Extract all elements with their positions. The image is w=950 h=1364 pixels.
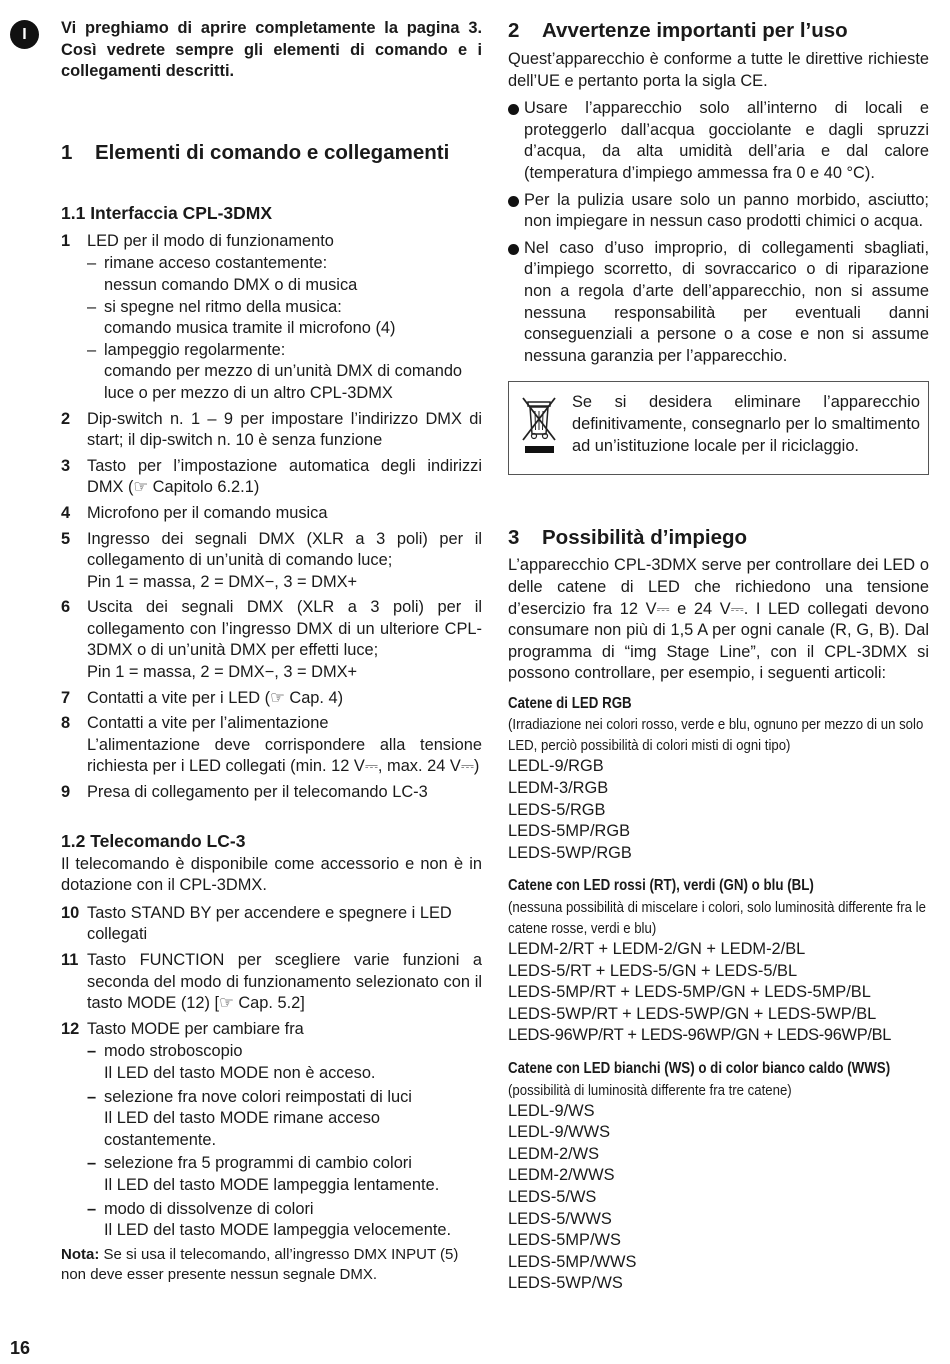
note-label: Nota: (61, 1245, 100, 1263)
list-item: LEDS-5MP/WS (508, 1231, 621, 1250)
item-text (87, 597, 482, 683)
bullet-marker (508, 190, 524, 233)
applications-intro: L’apparecchio CPL-3DMX serve per controllare dei LED o delle catene di LED che richiedono una tensione d’esercizio fra 12 V⎓ e 24 V⎓. I LED collegati devono consumare non più di 1,5 A per ogni canale (R, G, B). Dal programma di “img Stage Line”, con il CPL-3DMX si possono controllare, per esempio, i seguenti articoli: (508, 556, 929, 683)
item-line: si spegne nel ritmo della musica: (104, 297, 342, 316)
list-item (61, 950, 482, 1015)
dash-marker: – (87, 1042, 97, 1061)
section-number: 2 (508, 19, 520, 42)
subsection-1-2-heading: 1.2 Telecomando LC-3 (61, 830, 246, 851)
list-item (87, 1087, 482, 1152)
dash-marker: – (87, 297, 97, 316)
disposal-notice (508, 381, 929, 475)
list-item: LEDL-9/WS (508, 1101, 595, 1120)
item-number: 3 (61, 456, 71, 475)
item-text (104, 253, 482, 296)
group-description: (Irradiazione nei colori rosso, verde e blu, ognuno per mezzo di un solo LED, perciò possibilità di colori misti di ogni tipo) (508, 716, 924, 755)
item-number: 11 (61, 951, 79, 969)
list-item (508, 238, 929, 368)
item-line: modo di dissolvenze di colori (104, 1199, 314, 1218)
item-number: 8 (61, 714, 71, 733)
list-item (61, 503, 482, 525)
item-number: 9 (61, 783, 71, 802)
list-item: LEDM-2/RT + LEDM-2/GN + LEDM-2/BL (508, 940, 806, 959)
list-item: LEDM-2/WWS (508, 1166, 615, 1185)
article-group (508, 693, 929, 865)
section-title: Avvertenze importanti per l’uso (542, 19, 848, 42)
item-line: Pin 1 = massa, 2 = DMX−, 3 = DMX+ (87, 572, 358, 591)
list-item: LEDS-5/RT + LEDS-5/GN + LEDS-5/BL (508, 961, 798, 980)
remote-controls-list (61, 903, 482, 1242)
item-text: Presa di collegamento per il telecomando LC-3 (87, 783, 428, 802)
item-line: Il LED del tasto MODE non è acceso. (104, 1063, 376, 1082)
section-3-heading (508, 525, 929, 551)
item-line: selezione fra nove colori reimpostati di luci (104, 1087, 412, 1106)
item-text: Dip-switch n. 1 – 9 per impostare l’indirizzo DMX di start; il dip-switch n. 10 è senza funzione (87, 409, 482, 450)
item-text (87, 713, 482, 778)
list-item: LEDS-5MP/RT + LEDS-5MP/GN + LEDS-5MP/BL (508, 983, 871, 1002)
list-item (87, 1199, 482, 1242)
list-item (61, 713, 482, 778)
group-title: Catene di LED RGB (508, 694, 632, 712)
list-item (61, 409, 482, 452)
article-group (508, 875, 929, 1047)
item-line: Ingresso dei segnali DMX (XLR a 3 poli) per il collegamento di un’unità di comando luce; (87, 529, 482, 570)
controls-list (61, 231, 482, 804)
item-text (104, 1153, 482, 1196)
led-modes-list (61, 253, 482, 404)
item-number: 10 (61, 903, 80, 922)
item-line: comando musica tramite il microfono (4) (104, 319, 396, 338)
item-line: Il LED del tasto MODE lampeggia lentamente. (104, 1175, 440, 1194)
list-item: LEDL-9/WWS (508, 1123, 611, 1142)
section-2-heading (508, 18, 929, 44)
dash-marker: – (87, 1087, 97, 1106)
section-title: Elementi di comando e collegamenti (95, 140, 450, 164)
section-number: 3 (508, 526, 520, 550)
list-item (87, 1041, 482, 1084)
right-column (508, 18, 929, 1295)
left-column (61, 18, 482, 1285)
list-item: LEDS-5WP/WS (508, 1274, 623, 1293)
item-line: Il LED del tasto MODE lampeggia velocemente. (104, 1221, 452, 1240)
item-text: LED per il modo di funzionamento (87, 231, 334, 250)
item-number: 6 (61, 598, 71, 617)
mode-list (61, 1041, 482, 1241)
item-number: 4 (61, 503, 71, 522)
list-item (61, 1019, 482, 1041)
note (61, 1245, 482, 1285)
group-title: Catene con LED bianchi (WS) o di color bianco caldo (WWS) (508, 1060, 891, 1077)
group-title: Catene con LED rossi (RT), verdi (GN) o blu (BL) (508, 877, 814, 895)
section-1-heading (61, 140, 482, 166)
conformity-text: Quest’apparecchio è conforme a tutte le direttive richieste dell’UE e pertanto porta la sigla CE. (508, 50, 929, 90)
item-text: Contatti a vite per i LED (☞ Cap. 4) (87, 688, 344, 707)
item-number: 7 (61, 688, 71, 707)
section-number: 1 (61, 140, 73, 164)
dash-marker: – (87, 1154, 97, 1173)
list-item: LEDM-3/RGB (508, 779, 609, 798)
item-line: modo stroboscopio (104, 1042, 243, 1061)
item-text (87, 529, 482, 594)
list-item: LEDS-5MP/RGB (508, 822, 631, 841)
group-description: (nessuna possibilità di miscelare i colori, solo luminosità differente fra le catene rosse, verdi e blu) (508, 899, 926, 938)
list-item: LEDL-9/RGB (508, 757, 604, 776)
item-line: selezione fra 5 programmi di cambio colori (104, 1154, 412, 1173)
list-item: LEDS-5/WS (508, 1187, 597, 1206)
list-item (61, 456, 482, 499)
item-text (104, 340, 482, 405)
list-item (508, 98, 929, 184)
item-text: Tasto MODE per cambiare fra (87, 1019, 304, 1038)
warnings-list (508, 98, 929, 367)
list-item (87, 340, 482, 405)
item-text (104, 297, 482, 340)
item-number: 1 (61, 231, 71, 250)
list-item (87, 297, 482, 340)
list-item (61, 529, 482, 594)
bullet-marker (508, 98, 524, 184)
list-item: LEDS-5WP/RGB (508, 843, 632, 862)
item-line: Il LED del tasto MODE rimane acceso costantemente. (104, 1109, 381, 1149)
item-number: 12 (61, 1019, 80, 1038)
bullet-marker (508, 238, 524, 368)
item-number: 2 (61, 409, 71, 428)
item-text: Usare l’apparecchio solo all’interno di locali e proteggerlo dall’acqua gocciolante e dagli spruzzi d’acqua, da alta umidità dell’aria e dal calore (temperatura d’impiego ammessa fra 0 e 40 °C). (524, 99, 929, 182)
subsection-1-1-heading: 1.1 Interfaccia CPL-3DMX (61, 202, 273, 223)
item-text: Tasto per l’impostazione automatica degli indirizzi DMX (☞ Capitolo 6.2.1) (87, 456, 482, 497)
list-item: LEDM-2/WS (508, 1144, 600, 1163)
section-title: Possibilità d’impiego (542, 526, 748, 550)
crossed-bin-icon (519, 394, 561, 456)
dash-marker: – (87, 254, 97, 273)
item-line: lampeggio regolarmente: (104, 340, 286, 359)
item-text: Nel caso d’uso improprio, di collegamenti sbagliati, d’impiego scorretto, di sovraccarico o di riparazione non a regola d’arte dell’apparecchio, non si assume nessuna responsabilità per eventuali danni conseguenziali a persone o a cose e non si assume nessuna garanzia per l’apparecchio. (524, 238, 929, 365)
language-badge: I (10, 20, 39, 49)
dash-marker: – (87, 1199, 97, 1218)
item-line: Pin 1 = massa, 2 = DMX−, 3 = DMX+ (87, 663, 358, 682)
item-line: L’alimentazione deve corrispondere alla tensione richiesta per i LED collegati (min. 12 V⎓, max. 24 V⎓) (87, 735, 482, 776)
list-item: LEDS-5MP/WWS (508, 1252, 637, 1271)
item-number: 5 (61, 529, 71, 548)
list-item: LEDS-96WP/RT + LEDS-96WP/GN + LEDS-96WP/BL (508, 1026, 892, 1045)
disposal-text: Se si desidera eliminare l’apparecchio definitivamente, consegnarlo per lo smaltimento ad un’istituzione locale per il riciclaggio. (572, 393, 920, 455)
item-text (104, 1199, 482, 1242)
list-item (61, 903, 482, 946)
item-line: comando per mezzo di un’unità DMX di comando luce o per mezzo di un altro CPL-3DMX (104, 362, 463, 402)
list-item: LEDS-5/WWS (508, 1209, 612, 1228)
item-text: Tasto STAND BY per accendere e spegnere i LED collegati (87, 903, 452, 944)
list-item (61, 231, 482, 253)
intro-text: Vi preghiamo di aprire completamente la pagina 3. Così vedrete sempre gli elementi di comando e i collegamenti descritti. (61, 19, 482, 81)
item-text (104, 1041, 482, 1084)
list-item (61, 688, 482, 710)
item-text: Tasto FUNCTION per scegliere varie funzioni a seconda del modo di funzionamento selezionato con il tasto MODE (12) [☞ Cap. 5.2] (87, 951, 482, 1013)
item-text (104, 1087, 482, 1152)
list-item (508, 190, 929, 233)
list-item (87, 1153, 482, 1196)
list-item (87, 253, 482, 296)
list-item: LEDS-5/RGB (508, 800, 606, 819)
group-description: (possibilità di luminosità differente fra tre catene) (508, 1081, 792, 1099)
item-text: Microfono per il comando musica (87, 503, 328, 522)
item-line: Uscita dei segnali DMX (XLR a 3 poli) per il collegamento con l’ingresso DMX di un ulteriore CPL-3DMX o di un’unità DMX per effetti luce; (87, 598, 482, 660)
item-line: nessun comando DMX o di musica (104, 275, 358, 294)
list-item (61, 782, 482, 804)
page-number: 16 (10, 1338, 31, 1358)
article-group (508, 1058, 929, 1295)
note-text: Se si usa il telecomando, all’ingresso DMX INPUT (5) non deve esser presente nessun segnale DMX. (61, 1245, 459, 1283)
item-line: rimane acceso costantemente: (104, 254, 328, 273)
item-line: Contatti a vite per l’alimentazione (87, 714, 329, 733)
list-item: LEDS-5WP/RT + LEDS-5WP/GN + LEDS-5WP/BL (508, 1004, 877, 1023)
item-text: Per la pulizia usare solo un panno morbido, asciutto; non impiegare in nessun caso prodotti chimici o acqua. (524, 190, 929, 231)
list-item (61, 597, 482, 683)
dash-marker: – (87, 340, 97, 359)
remote-intro: Il telecomando è disponibile come accessorio e non è in dotazione con il CPL-3DMX. (61, 854, 482, 895)
